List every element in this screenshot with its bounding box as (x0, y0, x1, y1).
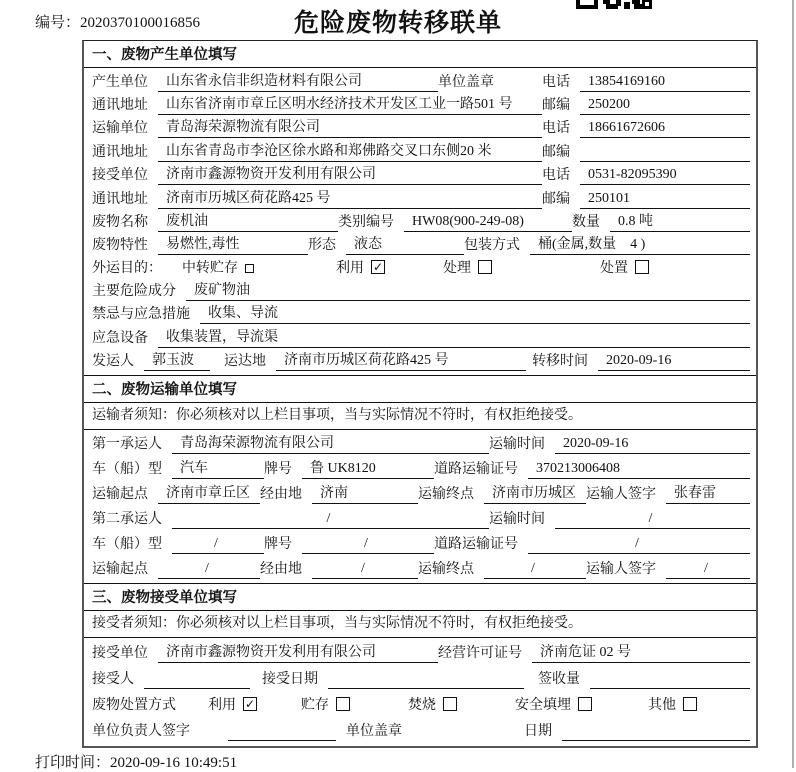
main-hazardous-component-value[interactable]: 废矿物油 (186, 281, 750, 301)
receiving-date-value[interactable] (328, 670, 524, 689)
field-label: 经营许可证号 (438, 646, 522, 662)
purpose-transfer-storage-checkbox[interactable] (182, 259, 254, 278)
waste-name-value[interactable]: 废机油 (158, 212, 338, 232)
transport-postcode-value[interactable] (580, 143, 750, 162)
checkbox-label: 利用 (336, 260, 364, 276)
waste-form-value[interactable]: 液态 (346, 235, 464, 255)
field-label: 接受人 (92, 672, 134, 688)
second-carrier-value[interactable]: / (172, 509, 489, 529)
receiving-unit-value[interactable]: 济南市鑫源物资开发利用有限公司 (158, 643, 438, 663)
field-label: 单位负责人签字 (92, 723, 190, 739)
serial-value: 2020370100016856 (80, 15, 201, 31)
field-label: 运输起点 (92, 487, 148, 503)
second-road-permit-value[interactable]: / (528, 534, 750, 554)
section-header-1: 一、废物产生单位填写 (84, 41, 756, 68)
unit-seal-label-2: 单位盖章 (346, 723, 402, 739)
receiver-address-value[interactable]: 济南市历城区荷花路425 号 (158, 189, 542, 209)
generator-postcode-value[interactable]: 250200 (580, 95, 750, 115)
first-carrier-value[interactable]: 青岛海荣源物流有限公司 (172, 434, 489, 454)
form-row (84, 212, 756, 232)
checkbox-label: 处理 (443, 260, 471, 276)
page-edge-line (792, 0, 794, 768)
field-label: 废物处置方式 (92, 697, 176, 713)
second-carrier-signature-value[interactable]: / (666, 559, 750, 579)
generator-unit-value[interactable]: 山东省永信非织造材料有限公司 (158, 72, 438, 92)
field-label: 主要危险成分 (92, 284, 176, 300)
transport-unit-value[interactable]: 青岛海荣源物流有限公司 (158, 118, 542, 138)
waste-characteristics-value[interactable]: 易燃性,毒性 (158, 235, 308, 255)
business-license-number-value[interactable]: 济南危证 02 号 (532, 643, 750, 663)
second-vehicle-type-value[interactable]: / (172, 534, 264, 554)
field-label: 电话 (542, 168, 570, 184)
form-row (84, 459, 756, 479)
form-row (84, 72, 756, 92)
field-label: 邮编 (542, 98, 570, 114)
form-row (84, 328, 756, 348)
field-label: 接受单位 (92, 646, 148, 662)
checkbox-label: 处置 (600, 260, 628, 276)
field-label: 废物特性 (92, 238, 148, 254)
first-transport-date-value[interactable]: 2020-09-16 (555, 434, 750, 454)
form-row (84, 118, 756, 138)
checkbox-label: 中转贮存 (182, 260, 238, 276)
field-label: 牌号 (264, 536, 292, 552)
section-note-2: 运输者须知：你必须核对以上栏目事项，当与实际情况不符时，有权拒绝接受。 (84, 403, 756, 430)
receiver-postcode-value[interactable]: 250101 (580, 189, 750, 209)
field-label: 外运目的： (92, 260, 162, 276)
field-label: 签收量 (538, 672, 580, 688)
field-label: 运输时间 (489, 511, 545, 527)
form-row (84, 434, 756, 454)
form-row (84, 165, 756, 185)
second-origin-value[interactable]: / (158, 559, 260, 579)
checkbox-label: 安全填埋 (515, 697, 571, 713)
waste-transfer-form (82, 40, 758, 748)
field-label: 经由地 (260, 561, 302, 577)
signed-quantity-value[interactable] (590, 670, 750, 689)
field-label: 邮编 (542, 191, 570, 207)
field-label: 道路运输证号 (434, 462, 518, 478)
field-label: 第二承运人 (92, 511, 162, 527)
form-row (84, 95, 756, 115)
purpose-utilize-checkbox[interactable] (336, 259, 385, 278)
transport-phone-value[interactable]: 18661672606 (580, 118, 750, 138)
form-row (84, 722, 756, 741)
field-label: 电话 (542, 74, 570, 90)
field-label: 产生单位 (92, 74, 148, 90)
second-via-value[interactable]: / (312, 559, 418, 579)
field-label: 禁忌与应急措施 (92, 307, 190, 323)
print-time-label: 打印时间： (35, 755, 111, 771)
form-row (84, 281, 756, 301)
field-label: 运输起点 (92, 561, 148, 577)
field-label: 通讯地址 (92, 98, 148, 114)
field-label: 第一承运人 (92, 437, 162, 453)
checked-checkbox-icon[interactable]: ✓ (372, 260, 384, 275)
transport-address-value[interactable]: 山东省青岛市李沧区徐水路和郑佛路交叉口东侧20 米 (158, 142, 542, 162)
unchecked-checkbox-icon[interactable] (245, 264, 254, 273)
field-label: 电话 (542, 121, 570, 137)
form-row (84, 670, 756, 689)
generator-phone-value[interactable]: 13854169160 (580, 72, 750, 92)
unchecked-checkbox-icon[interactable] (336, 697, 350, 711)
disposal-incinerate-checkbox[interactable] (408, 696, 457, 715)
receiver-unit-value[interactable]: 济南市鑫源物资开发利用有限公司 (158, 165, 542, 185)
waste-category-code-value[interactable]: HW08(900-249-08) (404, 212, 572, 232)
qr-code-fragment (576, 0, 652, 9)
first-origin-value[interactable]: 济南市章丘区 (158, 484, 260, 504)
form-row (84, 304, 756, 324)
disposal-landfill-checkbox[interactable] (515, 696, 592, 715)
first-road-permit-value[interactable]: 370213006408 (528, 459, 750, 479)
form-row (84, 142, 756, 162)
waste-quantity-value[interactable]: 0.8 吨 (610, 212, 750, 232)
field-label: 应急设备 (92, 330, 148, 346)
form-row (84, 534, 756, 554)
receiver-phone-value[interactable]: 0531-82095390 (580, 165, 750, 185)
disposal-utilize-checkbox[interactable] (208, 696, 257, 715)
form-row (84, 643, 756, 663)
print-time (35, 751, 237, 772)
first-vehicle-type-value[interactable]: 汽车 (172, 459, 264, 479)
field-label: 接受单位 (92, 168, 148, 184)
field-label: 运达地 (224, 354, 266, 370)
field-label: 包装方式 (464, 238, 520, 254)
field-label: 数量 (572, 214, 600, 230)
field-label: 运输人签字 (586, 561, 656, 577)
field-label: 运输终点 (418, 561, 474, 577)
form-row (84, 696, 756, 715)
field-label: 车（船）型 (92, 462, 162, 478)
transfer-date-value[interactable]: 2020-09-16 (598, 351, 750, 371)
section-rows-2 (84, 430, 756, 583)
checkbox-label: 其他 (648, 697, 676, 713)
form-row (84, 351, 756, 371)
field-label: 通讯地址 (92, 191, 148, 207)
form-row (84, 259, 756, 278)
section-rows-1 (84, 68, 756, 375)
second-endpoint-value[interactable]: / (484, 559, 586, 579)
field-label: 发运人 (92, 354, 134, 370)
field-label: 形态 (308, 238, 336, 254)
unchecked-checkbox-icon[interactable] (443, 697, 457, 711)
unchecked-checkbox-icon[interactable] (635, 260, 649, 274)
form-row (84, 189, 756, 209)
purpose-treat-checkbox[interactable] (443, 259, 492, 278)
unit-seal-label: 单位盖章 (438, 74, 494, 90)
field-label: 运输时间 (489, 437, 545, 453)
section-header-2: 二、废物运输单位填写 (84, 375, 756, 403)
field-label: 经由地 (260, 487, 302, 503)
field-label: 运输单位 (92, 121, 148, 137)
unchecked-checkbox-icon[interactable] (578, 697, 592, 711)
field-label: 废物名称 (92, 214, 148, 230)
section-note-3: 接受者须知：你必须核对以上栏目事项，当与实际情况不符时，有权拒绝接受。 (84, 611, 756, 638)
first-plate-number-value[interactable]: 鲁 UK8120 (302, 459, 434, 479)
purpose-dispose-checkbox[interactable] (600, 259, 649, 278)
first-via-value[interactable]: 济南 (312, 484, 418, 504)
field-label: 日期 (524, 723, 552, 739)
unchecked-checkbox-icon[interactable] (478, 260, 492, 274)
packing-method-value[interactable]: 桶(金属,数量 4 ) (530, 235, 750, 255)
field-label: 车（船）型 (92, 536, 162, 552)
checkbox-label: 利用 (208, 697, 236, 713)
field-label: 运输人签字 (586, 487, 656, 503)
field-label: 道路运输证号 (434, 536, 518, 552)
field-label: 通讯地址 (92, 144, 148, 160)
first-carrier-signature-value[interactable]: 张春雷 (666, 484, 750, 504)
serial-label: 编号： (35, 15, 81, 31)
emergency-equipment-value[interactable]: 收集装置，导流渠 (158, 328, 750, 348)
receiving-person-value[interactable] (144, 670, 250, 689)
section-rows-3 (84, 638, 756, 746)
second-plate-number-value[interactable]: / (302, 534, 434, 554)
field-label: 邮编 (542, 144, 570, 160)
checkbox-label: 贮存 (301, 697, 329, 713)
first-endpoint-value[interactable]: 济南市历城区 (484, 484, 586, 504)
form-row (84, 235, 756, 255)
page-title: 危险废物转移联单 (293, 9, 502, 37)
disposal-storage-checkbox[interactable] (301, 696, 350, 715)
contraindication-emergency-measures-value[interactable]: 收集、导流 (200, 304, 750, 324)
print-time-value: 2020-09-16 10:49:51 (110, 755, 238, 771)
checkbox-label: 焚烧 (408, 697, 436, 713)
second-transport-date-value[interactable]: / (555, 509, 750, 529)
destination-value[interactable]: 济南市历城区荷花路425 号 (276, 351, 526, 371)
form-row (84, 559, 756, 579)
section-header-3: 三、废物接受单位填写 (84, 583, 756, 611)
field-label: 接受日期 (262, 672, 318, 688)
field-label: 转移时间 (532, 354, 588, 370)
form-row (84, 509, 756, 529)
consignor-value[interactable]: 郭玉波 (144, 351, 210, 371)
form-row (84, 484, 756, 504)
field-label: 牌号 (264, 462, 292, 478)
checked-checkbox-icon[interactable]: ✓ (244, 697, 256, 712)
unchecked-checkbox-icon[interactable] (683, 697, 697, 711)
receive-sign-date-value[interactable] (562, 722, 750, 741)
field-label: 运输终点 (418, 487, 474, 503)
responsible-person-signature-value[interactable] (228, 722, 336, 741)
disposal-other-checkbox[interactable] (648, 696, 697, 715)
generator-address-value[interactable]: 山东省济南市章丘区明水经济技术开发区工业一路501 号 (158, 95, 542, 115)
field-label: 类别编号 (338, 214, 394, 230)
